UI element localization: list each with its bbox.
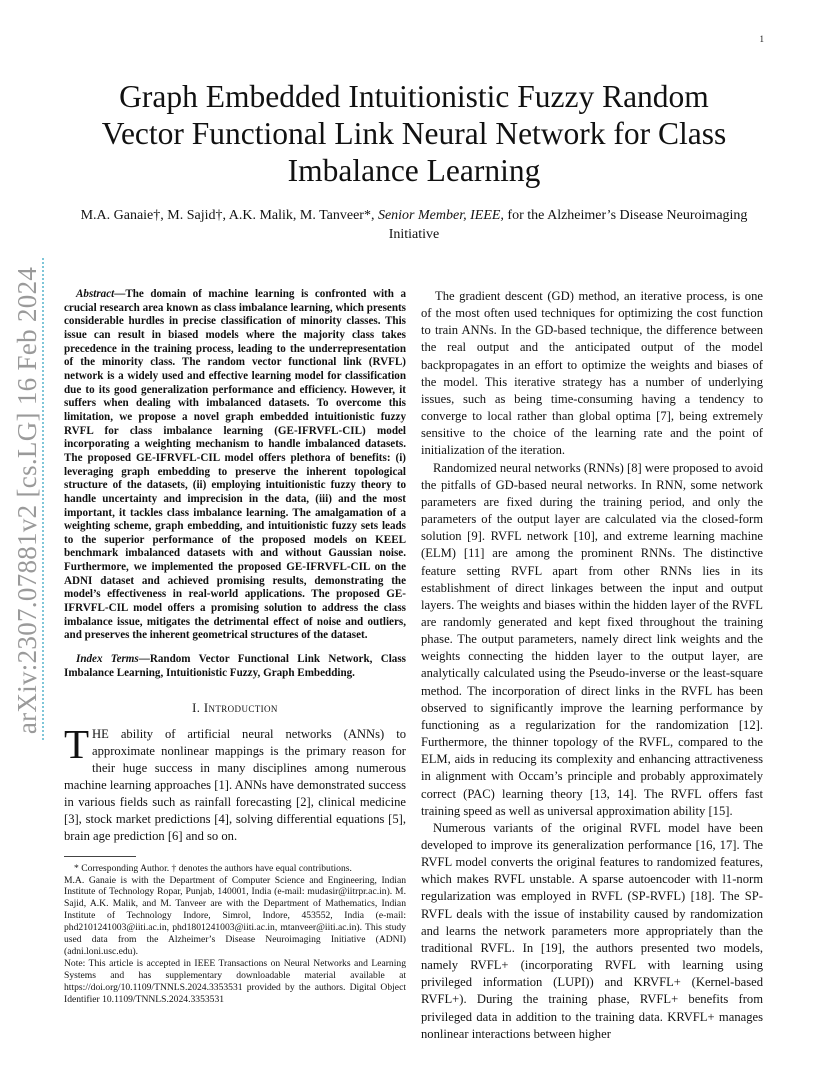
first-word: HE: [92, 726, 109, 741]
paragraph-gradient-descent: The gradient descent (GD) method, an iterative process, is one of the most often used techniques for optimizing the cost function to train ANNs. In the GD-based technique, the difference between the real output and the anticipated output of the model backpropagates in an effort to optimize the weights and biases of the model. This iterative strategy has a number of underlying issues, such as being time-consuming having a tendency to converge to local rather than global optima [7], being extremely sensitive to the choice of the learning rate and the point of initialization of the iteration.: [421, 289, 763, 458]
abstract: [64, 288, 406, 643]
abstract-label: Abstract: [76, 288, 115, 300]
introduction-paragraph: [64, 720, 406, 846]
footnote-corresponding-author: * Corresponding Author. † denotes the authors have equal contributions.: [74, 862, 352, 874]
page-number: 1: [759, 34, 764, 44]
author-block: [80, 206, 748, 244]
index-terms-text: —Random Vector Functional Link Network, Class Imbalance Learning, Intuitionistic Fuzzy, Graph Embedding.: [64, 653, 406, 679]
author-affiliation: for the Alzheimer’s Disease Neuroimaging Initiative: [388, 208, 748, 242]
paragraph-rvfl-variants: Numerous variants of the original RVFL model have been developed to improve its generalization performance [16, 17]. The RVFL model converts the original features to randomized features, which makes RVFL unstable. A sparse autoencoder with l1-norm regularization was employed in RVFL (SP-RVFL) [18]. The SP-RVFL deals with the issue of instability caused by randomization and learns the network parameters more appropriately than the traditional RVFL. In [19], the authors presented two models, namely RVFL+ (incorporating RVFL with learning using privileged information (LUPI)) and KRVFL+ (Kernel-based RVFL+). During the training phase, RVFL+ benefits from privileged data in addition to the training data. KRVFL+ manages nonlinear interactions between higher: [421, 820, 763, 1041]
drop-cap: T: [64, 720, 90, 767]
abstract-text: —The domain of machine learning is confronted with a crucial research area known as class imbalance learning, which presents considerable hurdles in precise classification of minority classes. This issue can result in biased models where the majority class takes precedence in the training process, leading to the underrepresentation of the minority class. The random vector functional link (RVFL) network is a widely used and effective learning model for classification due to its good generalization performance and efficiency. However, it suffers when dealing with imbalanced datasets. To overcome this limitation, we propose a novel graph embedded intuitionistic fuzzy RVFL for class imbalance learning (GE-IFRVFL-CIL) model incorporating a weighting mechanism to handle imbalanced datasets. The proposed GE-IFRVFL-CIL model offers plethora of benefits: (i) leveraging graph embedding to preserve the inherent topological structure of the datasets, (ii) employing intuitionistic fuzzy theory to handle uncertainty and imprecision in the data, (iii) and the most important, it tackles class imbalance learning. The amalgamation of a weighting scheme, graph embedding, and intuitionistic fuzzy sets leads to the superior performance of the proposed models on KEEL benchmark imbalanced datasets with and without Gaussian noise. Furthermore, we implemented the proposed GE-IFRVFL-CIL on the ADNI dataset and achieved promising results, demonstrating the model’s effectiveness in real-world applications. The proposed GE-IFRVFL-CIL model offers a promising solution to address the class imbalance issue, mitigates the detrimental effect of noise and outliers, and preserves the inherent geometrical structures of the dataset.: [64, 288, 406, 642]
footnotes: [64, 863, 406, 1006]
paragraph-randomized-networks: Randomized neural networks (RNNs) [8] were proposed to avoid the pitfalls of GD-based neural networks. In RNN, some network parameters are fixed during the training period, and only the parameters of the output layer are calculated via the closed-form solution [9]. RVFL network [10], and extreme learning machine (ELM) [11] are among the prominent RNNs. The distinctive feature setting RVFL apart from other RNNs lies in its establishment of direct linkages between the input and output layers. The weights and biases within the hidden layer of the RVFL are randomly generated and kept fixed throughout the training phase. The output parameters, namely direct link weights and the weights connecting the hidden layer to the output layer, are analytically calculated using the Pseudo-inverse or the least-square method. The incorporation of direct links in the RVFL has been observed to significantly improve the learning performance by functioning as a regularization for the randomization [12]. Furthermore, the thinner topology of the RVFL, compared to the ELM, aids in reducing its complexity and enhancing attractiveness in alignment with Occam’s principle and probably approximately correct (PAC) learning theory [13, 14]. The RVFL offers fast training speed as well as universal approximation ability [15].: [421, 460, 763, 818]
paper-title: Graph Embedded Intuitionistic Fuzzy Random Vector Functional Link Neural Network for Class Imbalance Learning: [101, 79, 727, 188]
author-membership: Senior Member, IEEE,: [377, 208, 504, 223]
footnote-note: Note: This article is accepted in IEEE Transactions on Neural Networks and Learning Systems and has supplementary downloadable material available at https://doi.org/10.1109/TNNLS.2024.3353531 provided by the authors. Digital Object Identifier 10.1109/TNNLS.2024.3353531: [64, 957, 406, 1005]
footnote-divider: [64, 856, 136, 857]
left-column: [64, 288, 406, 1006]
author-names: M.A. Ganaie†, M. Sajid†, A.K. Malik, M. Tanveer*,: [80, 208, 375, 223]
introduction-text: ability of artificial neural networks (ANNs) to approximate nonlinear mappings is the primary reason for their huge success in many disciplines among numerous machine learning approaches [1]. ANNs have demonstrated success in various fields such as rainfall forecasting [2], clinical medicine [3], stock market predictions [4], solving differential equations [5], brain age prediction [6] and so on.: [64, 726, 406, 844]
index-terms-label: Index Terms: [76, 653, 139, 666]
section-heading-introduction: I. Introduction: [192, 701, 278, 716]
right-column: [421, 288, 763, 1043]
index-terms: [64, 653, 406, 680]
arxiv-identifier-text: arXiv:2307.07881v2 [cs.LG] 16 Feb 2024: [12, 266, 43, 734]
footnote-affiliations: M.A. Ganaie is with the Department of Computer Science and Engineering, Indian Institute of Technology Ropar, Punjab, 140001, India (e-mail: mudasir@iitrpr.ac.in). M. Sajid, A.K. Malik, and M. Tanveer are with the Department of Mathematics, Indian Institute of Technology Indore, Simrol, Indore, 453552, India (e-mail: phd2101241003@iiti.ac.in, phd1801241003@iiti.ac.in, mtanveer@iiti.ac.in). This study used data from the Alzheimer’s Disease Neuroimaging Initiative (ADNI) (adni.loni.usc.edu).: [64, 874, 406, 957]
arxiv-link-border: [42, 258, 44, 740]
